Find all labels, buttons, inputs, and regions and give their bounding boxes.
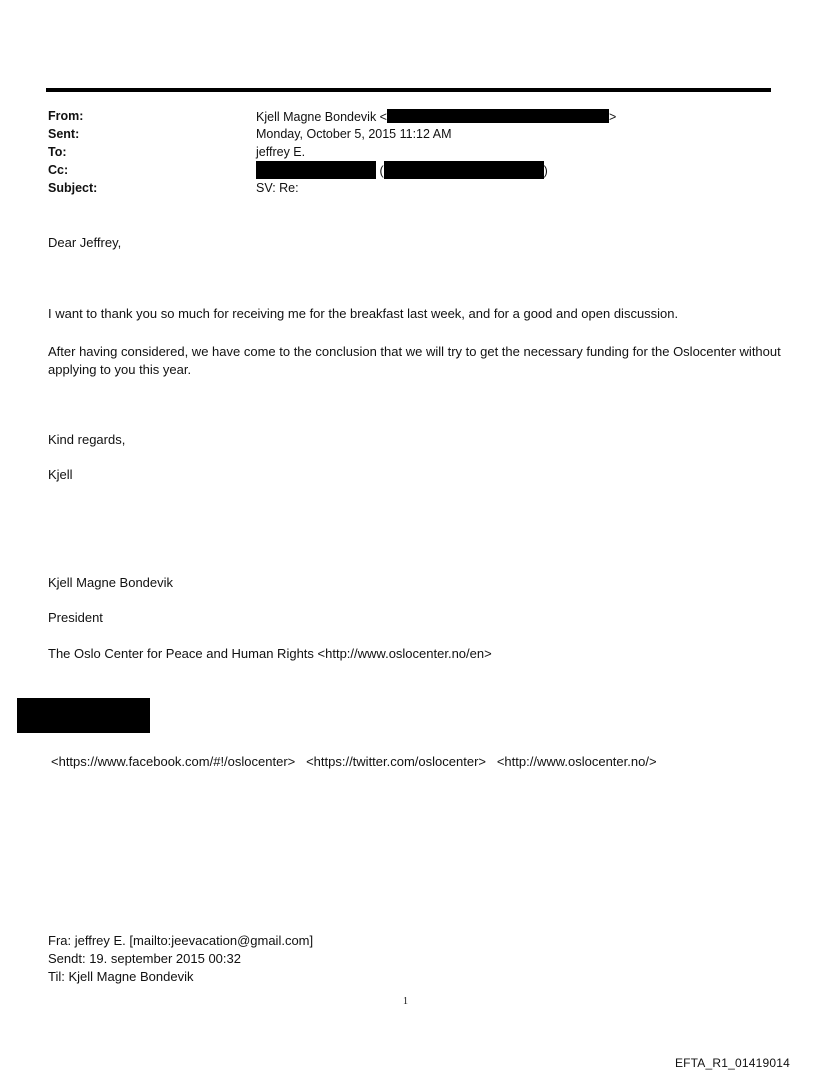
subject-value: SV: Re: — [256, 181, 299, 195]
redaction-box — [387, 109, 609, 123]
quoted-sent: Sendt: 19. september 2015 00:32 — [48, 951, 241, 966]
sent-value: Monday, October 5, 2015 11:12 AM — [256, 127, 452, 141]
signature-title: President — [48, 610, 103, 625]
closing: Kind regards, — [48, 432, 126, 447]
cc-open: ( — [379, 164, 384, 178]
to-value: jeffrey E. — [256, 145, 306, 159]
cc-value — [256, 161, 548, 179]
document-id: EFTA_R1_01419014 — [674, 1056, 790, 1070]
cc-label: Cc: — [48, 163, 69, 177]
from-value — [256, 109, 616, 124]
redaction-box — [17, 698, 150, 733]
subject-label: Subject: — [48, 181, 98, 195]
from-close: > — [608, 110, 617, 124]
signoff: Kjell — [48, 467, 73, 482]
greeting: Dear Jeffrey, — [48, 235, 122, 250]
page-number: 1 — [403, 996, 408, 1007]
sent-label: Sent: — [48, 127, 80, 141]
social-links: <https://www.facebook.com/#!/oslocenter> <https://twitter.com/oslocenter> <http://www.oslocenter.no/> — [51, 754, 657, 769]
cc-close: ) — [543, 164, 548, 178]
body-paragraph-1: I want to thank you so much for receiving me for the breakfast last week, and for a good and open discussion. — [48, 306, 679, 321]
from-name: Kjell Magne Bondevik < — [256, 110, 387, 124]
from-label: From: — [48, 109, 84, 123]
body-paragraph-2: After having considered, we have come to the conclusion that we will try to get the necessary funding for the Oslocenter without applying to you this year. — [48, 344, 781, 377]
header-rule — [46, 88, 771, 92]
quoted-to: Til: Kjell Magne Bondevik — [48, 969, 194, 984]
signature-name: Kjell Magne Bondevik — [48, 575, 174, 590]
quoted-from: Fra: jeffrey E. [mailto:jeevacation@gmail.com] — [48, 933, 314, 948]
signature-org: The Oslo Center for Peace and Human Rights <http://www.oslocenter.no/en> — [48, 646, 492, 661]
redaction-box — [256, 161, 376, 179]
to-label: To: — [48, 145, 67, 159]
redaction-box — [384, 161, 544, 179]
